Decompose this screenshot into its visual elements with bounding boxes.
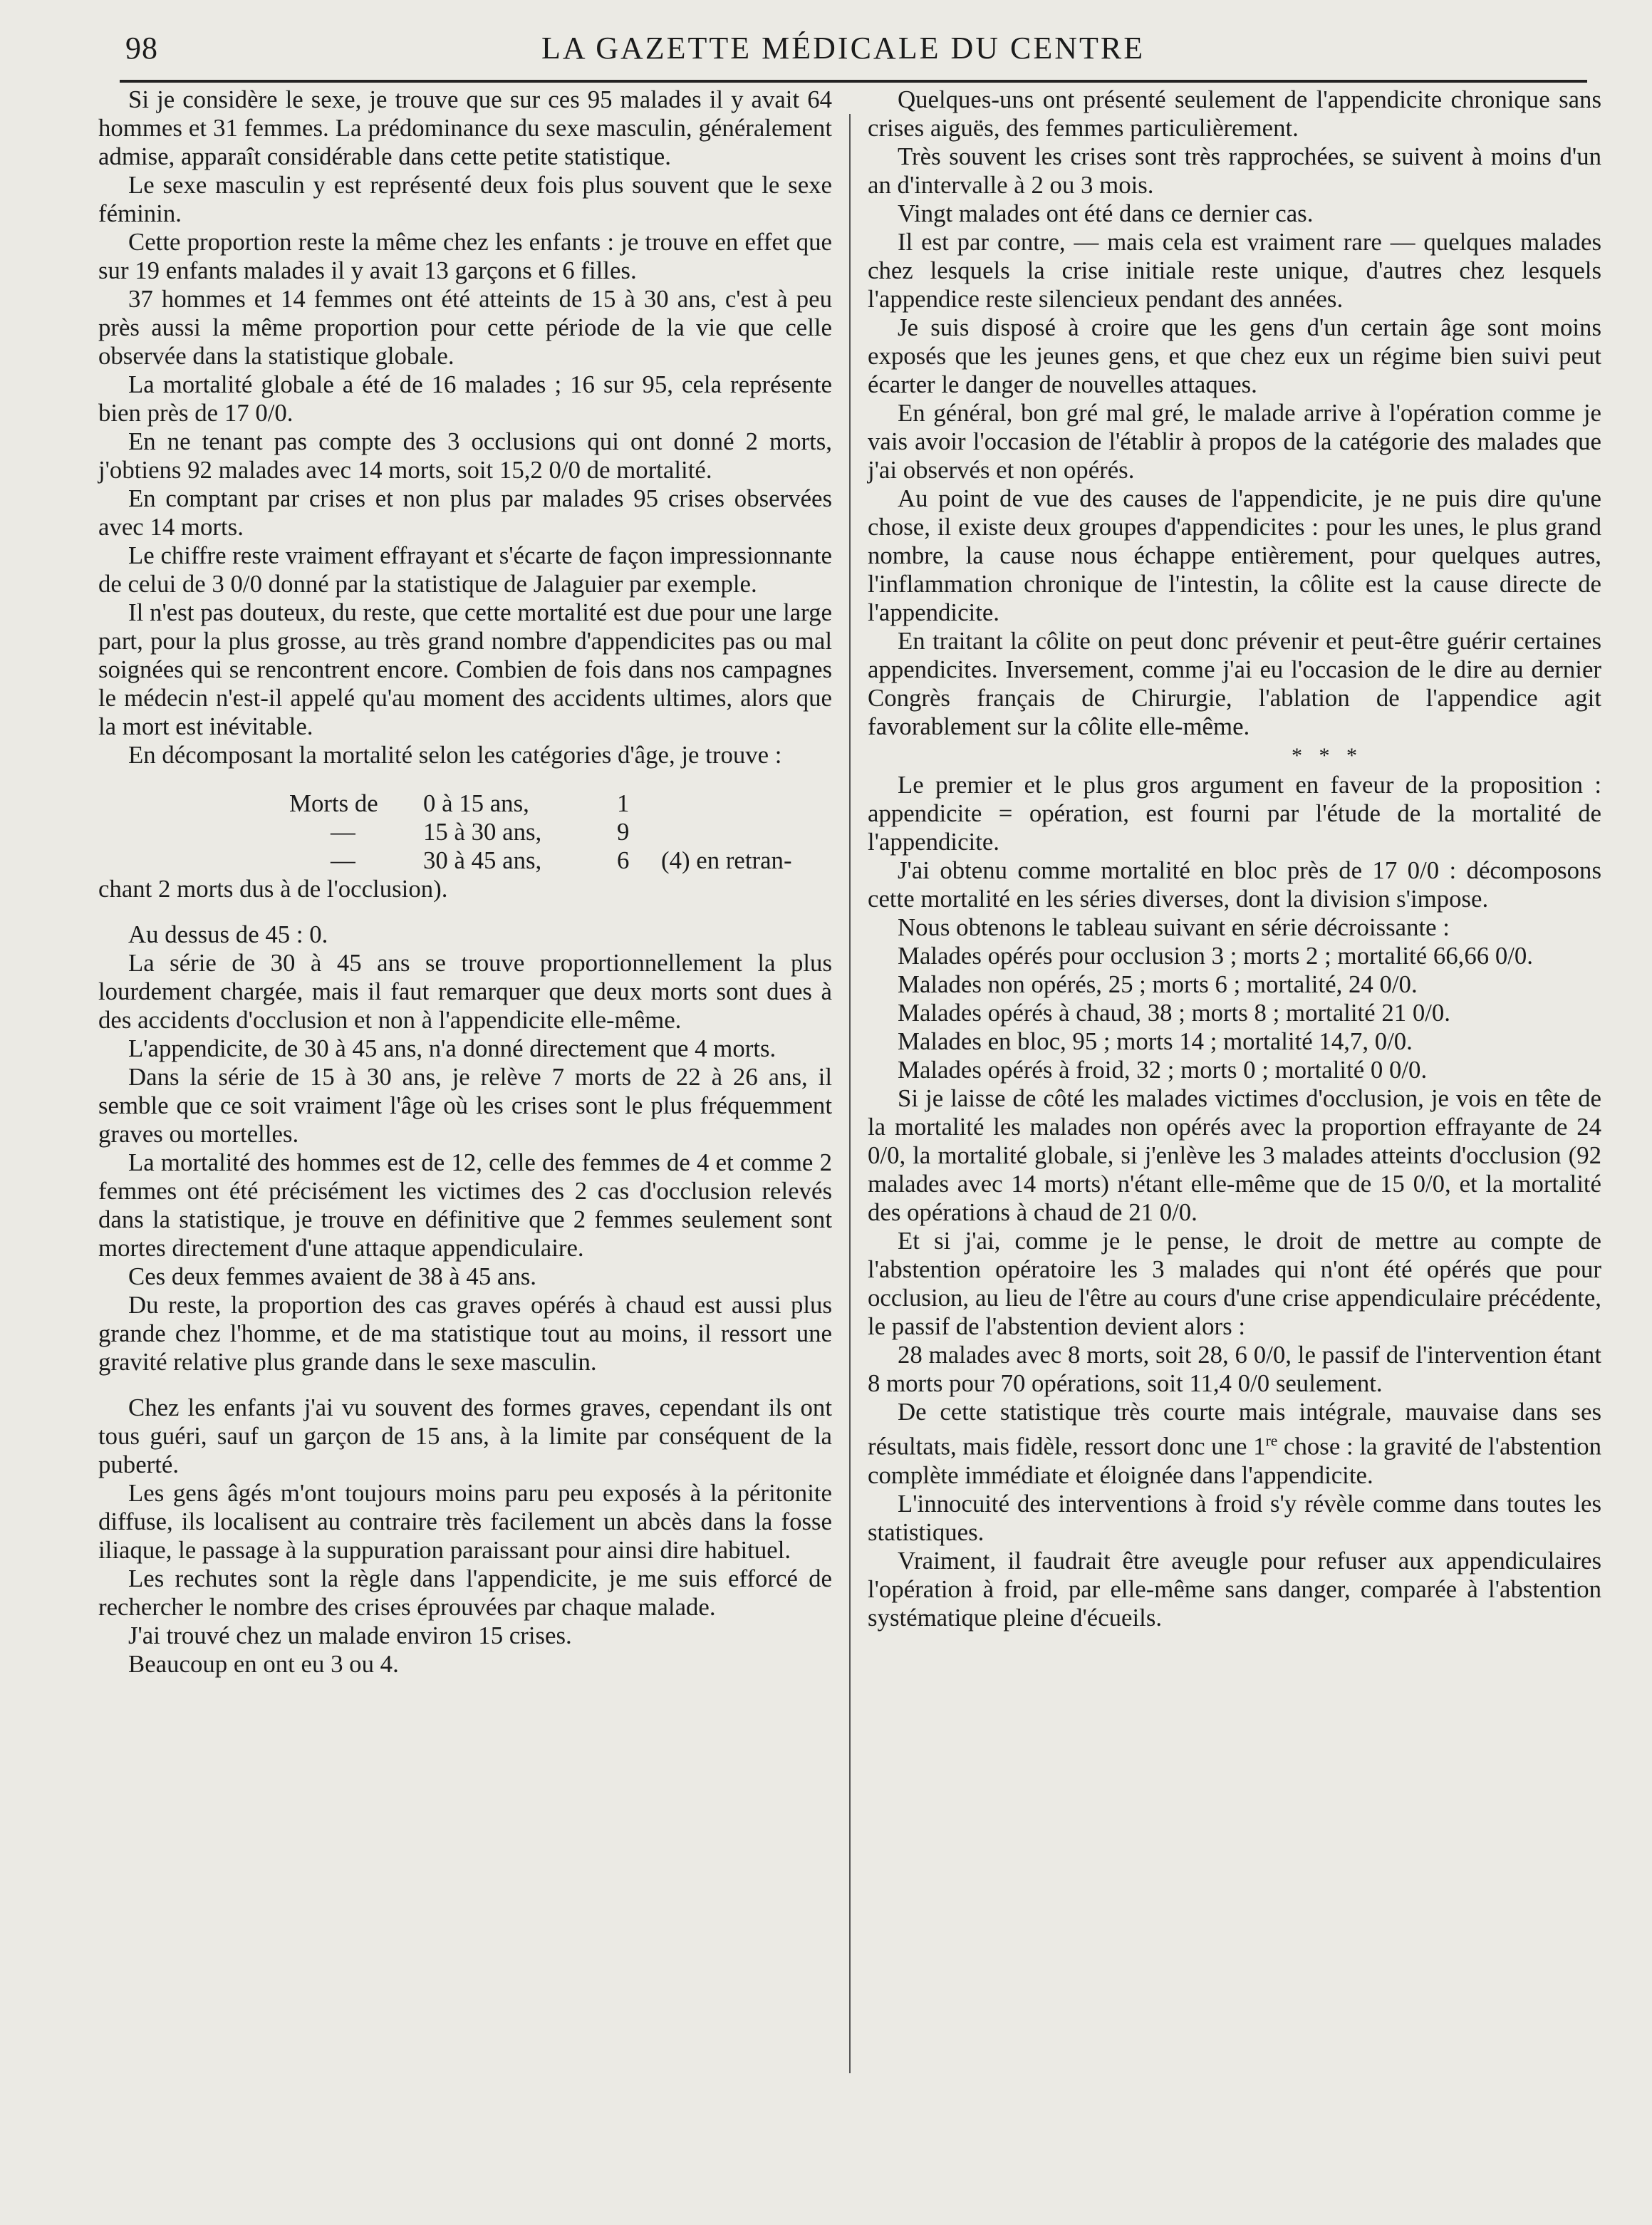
paragraph: L'appendicite, de 30 à 45 ans, n'a donné directement que 4 morts. (128, 1034, 776, 1062)
paragraph: Malades non opérés, 25 ; morts 6 ; mortalité, 24 0/0. (898, 970, 1418, 998)
paragraph: La mortalité des hommes est de 12, celle des femmes de 4 et comme 2 femmes ont été précisément les victimes des 2 cas d'occlusion relevés dans la statistique, je trouve en définitive que 2 femmes seulement sont mortes directement d'une attaque appendiculaire. (98, 1148, 832, 1262)
paragraph: Vraiment, il faudrait être aveugle pour refuser aux appendiculaires l'opération à froid, par elle-même sans danger, comparée à l'abstention systématique pleine d'écueils. (868, 1546, 1601, 1632)
paragraph: Chez les enfants j'ai vu souvent des formes graves, cependant ils ont tous guéri, sauf un garçon de 15 ans, à la limite par conséquent de la puberté. (98, 1394, 832, 1478)
text-span: De cette statistique très courte mais intégrale, mauvaise dans ses résultats, mais fidèle, ressort donc une 1 (868, 1398, 1601, 1461)
section-separator: * * * (1292, 744, 1363, 767)
table-cell-range: 30 à 45 ans, (423, 846, 542, 874)
table-continuation: chant 2 morts dus à de l'occlusion). (98, 875, 448, 903)
paragraph: Il est par contre, — mais cela est vraiment rare — quelques malades chez lesquels la crise initiale reste unique, d'autres chez lesquels l'appendice reste silencieux pendant des années. (868, 228, 1601, 313)
table-cell-count: 1 (617, 789, 630, 817)
paragraph: Les gens âgés m'ont toujours moins paru peu exposés à la péritonite diffuse, ils localisent au contraire très facilement un abcès dans la fosse iliaque, le passage à la suppuration paraissant pour ainsi dire habituel. (98, 1479, 832, 1564)
paragraph: Dans la série de 15 à 30 ans, je relève 7 morts de 22 à 26 ans, il semble que ce soit vraiment l'âge où les crises sont le plus fréquemment graves ou mortelles. (98, 1063, 832, 1148)
paragraph: Malades en bloc, 95 ; morts 14 ; mortalité 14,7, 0/0. (898, 1027, 1413, 1055)
page-number: 98 (125, 31, 158, 66)
right-column (868, 85, 1601, 1632)
journal-title: LA GAZETTE MÉDICALE DU CENTRE (541, 31, 1146, 66)
paragraph: La mortalité globale a été de 16 malades ; 16 sur 95, cela représente bien près de 17 0/0. (98, 370, 832, 427)
paragraph (868, 1398, 1601, 1490)
paragraph: Et si j'ai, comme je le pense, le droit de mettre au compte de l'abstention opératoire les 3 malades qui n'ont été opérés que pour occlusion, au lieu de l'être au cours d'une crise appendiculaire précédente, le passif de l'abstention devient alors : (868, 1227, 1601, 1340)
paragraph: Je suis disposé à croire que les gens d'un certain âge sont moins exposés que les jeunes gens, et que chez eux un régime bien suivi peut écarter le danger de nouvelles attaques. (868, 313, 1601, 398)
paragraph: L'innocuité des interventions à froid s'y révèle comme dans toutes les statistiques. (868, 1489, 1601, 1546)
paragraph: Nous obtenons le tableau suivant en série décroissante : (898, 913, 1450, 941)
paragraph: En ne tenant pas compte des 3 occlusions qui ont donné 2 morts, j'obtiens 92 malades avec 14 morts, soit 15,2 0/0 de mortalité. (98, 427, 832, 484)
paragraph: Le chiffre reste vraiment effrayant et s'écarte de façon impressionnante de celui de 3 0/0 donné par la statistique de Jalaguier par exemple. (98, 541, 832, 598)
text-span: chose : la gravité de l'abstention complète immédiate et éloignée dans l'appendicite. (868, 1432, 1601, 1489)
paragraph: Le sexe masculin y est représenté deux fois plus souvent que le sexe féminin. (98, 171, 832, 227)
table-row (98, 818, 832, 846)
paragraph: Malades opérés à froid, 32 ; morts 0 ; mortalité 0 0/0. (898, 1056, 1428, 1084)
paragraph: Beaucoup en ont eu 3 ou 4. (128, 1650, 399, 1678)
paragraph: Cette proportion reste la même chez les enfants : je trouve en effet que sur 19 enfants malades il y avait 13 garçons et 6 filles. (98, 228, 832, 284)
paragraph: Vingt malades ont été dans ce dernier cas. (898, 199, 1314, 227)
left-column (98, 85, 832, 1679)
ordinal-superscript: re (1265, 1432, 1278, 1449)
table-cell-note: (4) en retran- (661, 846, 792, 874)
paragraph: Le premier et le plus gros argument en faveur de la proposition : appendicite = opération, est fourni par l'étude de la mortalité de l'appendicite. (868, 771, 1601, 856)
table-row (98, 789, 832, 818)
table-cell-range: 15 à 30 ans, (423, 818, 542, 846)
table-cell-count: 6 (617, 846, 630, 874)
paragraph: La série de 30 à 45 ans se trouve proportionnellement la plus lourdement chargée, mais il faut remarquer que deux morts sont dues à des accidents d'occlusion et non à l'appendicite elle-même. (98, 949, 832, 1034)
paragraph: Si je considère le sexe, je trouve que sur ces 95 malades il y avait 64 hommes et 31 femmes. La prédominance du sexe masculin, généralement admise, apparaît considérable dans cette petite statistique. (98, 85, 832, 170)
page-header (85, 27, 1589, 70)
paragraph: Si je laisse de côté les malades victimes d'occlusion, je vois en tête de la mortalité les malades non opérés avec la proportion effrayante de 24 0/0, la mortalité globale, si j'enlève les 3 malades atteints d'occlusion (92 malades avec 14 morts) n'étant elle-même que de 15 0/0, et la mortalité des opérations à chaud de 21 0/0. (868, 1084, 1601, 1226)
table-cell-count: 9 (617, 818, 630, 846)
paragraph: Ces deux femmes avaient de 38 à 45 ans. (128, 1262, 537, 1290)
paragraph: 37 hommes et 14 femmes ont été atteints de 15 à 30 ans, c'est à peu près aussi la même proportion pour cette période de la vie que celle observée dans la statistique globale. (98, 285, 832, 370)
column-divider (849, 114, 851, 2073)
paragraph: Malades opérés pour occlusion 3 ; morts 2 ; mortalité 66,66 0/0. (898, 942, 1533, 970)
paragraph: J'ai obtenu comme mortalité en bloc près de 17 0/0 : décomposons cette mortalité en les séries diverses, dont la division s'impose. (868, 856, 1601, 913)
paragraph: Quelques-uns ont présenté seulement de l'appendicite chronique sans crises aiguës, des femmes particulièrement. (868, 85, 1601, 142)
paragraph: J'ai trouvé chez un malade environ 15 crises. (128, 1622, 572, 1649)
table-cell-label: — (331, 818, 355, 846)
paragraph: En décomposant la mortalité selon les catégories d'âge, je trouve : (128, 741, 782, 769)
table-row (98, 846, 832, 875)
paragraph: En général, bon gré mal gré, le malade arrive à l'opération comme je vais avoir l'occasion de l'établir à propos de la catégorie des malades que j'ai observés et non opérés. (868, 399, 1601, 484)
paragraph: Au point de vue des causes de l'appendicite, je ne puis dire qu'une chose, il existe deux groupes d'appendicites : pour les unes, le plus grand nombre, la cause nous échappe entièrement, pour quelques autres, l'inflammation chronique de l'intestin, la côlite est la cause directe de l'appendicite. (868, 484, 1601, 626)
paragraph: Les rechutes sont la règle dans l'appendicite, je me suis efforcé de rechercher le nombre des crises éprouvées par chaque malade. (98, 1565, 832, 1621)
paragraph: Très souvent les crises sont très rapprochées, se suivent à moins d'un an d'intervalle à 2 ou 3 mois. (868, 142, 1601, 199)
paragraph: Il n'est pas douteux, du reste, que cette mortalité est due pour une large part, pour la plus grosse, au très grand nombre d'appendicites pas ou mal soignées qui se rencontrent encore. Combien de fois dans nos campagnes le médecin n'est-il appelé qu'au moment des accidents ultimes, alors que la mort est inévitable. (98, 598, 832, 740)
paragraph: En traitant la côlite on peut donc prévenir et peut-être guérir certaines appendicites. Inversement, comme j'ai eu l'occasion de le dire au dernier Congrès français de Chirurgie, l'ablation de l'appendice agit favorablement sur la côlite elle-même. (868, 627, 1601, 740)
paragraph: Du reste, la proportion des cas graves opérés à chaud est aussi plus grande chez l'homme, et de ma statistique tout au moins, il ressort une gravité relative plus grande dans le sexe masculin. (98, 1291, 832, 1376)
paragraph: Au dessus de 45 : 0. (128, 920, 328, 948)
table-cell-label: Morts de (289, 789, 378, 817)
table-cell-label: — (331, 846, 355, 874)
paragraph: 28 malades avec 8 morts, soit 28, 6 0/0, le passif de l'intervention étant 8 morts pour 70 opérations, soit 11,4 0/0 seulement. (868, 1341, 1601, 1397)
table-cell-range: 0 à 15 ans, (423, 789, 529, 817)
header-rule (120, 80, 1587, 83)
age-mortality-table (98, 789, 832, 875)
paragraph: Malades opérés à chaud, 38 ; morts 8 ; mortalité 21 0/0. (898, 999, 1450, 1027)
paragraph: En comptant par crises et non plus par malades 95 crises observées avec 14 morts. (98, 484, 832, 541)
